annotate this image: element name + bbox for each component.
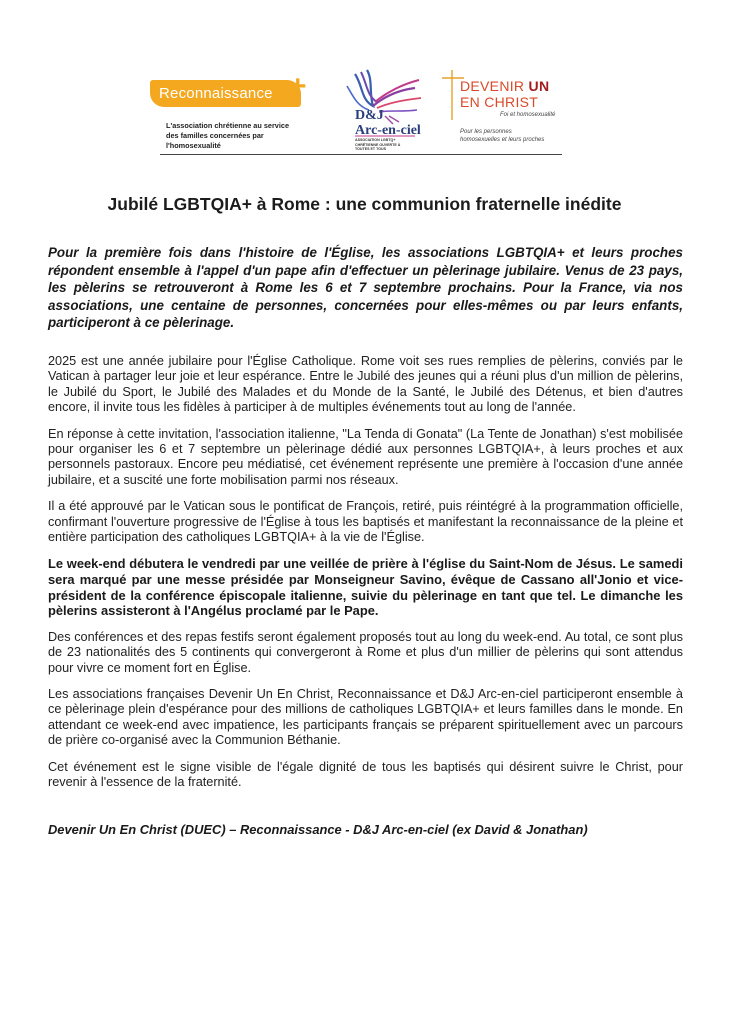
dj-logo-name [355,108,421,138]
paragraph-vatican-approval: Il a été approuvé par le Vatican sous le pontificat de François, retiré, puis réintégré à la programmation officielle, confirmant l'ouverture progressive de l'Église à tous les baptisés et manifestant la reconnaissance de la pleine et entière participation des catholiques LGBTQIA+ à la vie de l'Église. [48,499,683,545]
reconnaissance-logo [150,70,318,151]
dj-logo-subtitle: ASSOCIATION LGBTQ+ CHRÉTIENNE OUVERTE À TOUTES ET TOUS [355,138,401,151]
lead-paragraph: Pour la première fois dans l'histoire de l'Église, les associations LGBTQIA+ et leurs proches répondent ensemble à l'appel d'un pape afin d'effectuer un pèlerinage jubilaire. Venus de 23 pays, les pèlerins se retrouveront à Rome les 6 et 7 septembre prochains. Pour la France, via nos associations, une centaine de personnes, concernées pour elles-mêmes ou par leurs enfants, participeront à ce pèlerinage. [48,245,683,331]
logo-header [150,66,562,156]
dj-logo-name-line2: Arc-en-ciel [355,123,421,138]
reconnaissance-plus-icon: + [288,70,307,103]
reconnaissance-tagline-line1: L'association chrétienne au service [166,121,289,130]
duec-logo-title-line2: EN CHRIST [460,94,539,110]
reconnaissance-logo-badge [150,70,307,107]
devenir-un-en-christ-logo [440,70,562,154]
signature: Devenir Un En Christ (DUEC) – Reconnaissance - D&J Arc-en-ciel (ex David & Jonathan) [48,822,588,838]
document-title: Jubilé LGBTQIA+ à Rome : une communion fraternelle inédite [107,194,622,214]
dj-arc-en-ciel-logo [333,66,428,156]
document-body [48,244,683,837]
paragraph-weekend-program: Le week-end débutera le vendredi par une veillée de prière à l'église du Saint-Nom de Jésus. Le samedi sera marqué par une messe présidée par Monseigneur Savino, évêque de Cassano all'Jonio et vice-président de la conférence épiscopale italienne, suivie du pèlerinage en tant que tel. Le dimanche les pèlerins assisteront à l'Angélus proclamé par le Pape. [48,556,683,619]
paragraph-french-associations: Les associations françaises Devenir Un En Christ, Reconnaissance et D&J Arc-en-ciel participeront ensemble à ce pèlerinage plein d'espérance pour des millions de catholiques LGBTQIA+ et leurs familles dans le monde. En attendant ce week-end avec impatience, les participants français se préparent spirituellement avec un parcours de prière co-organisé avec la Communion Béthanie. [48,687,683,748]
duec-logo-subtitle: Foi et homosexualité [500,112,556,118]
paragraph-conclusion: Cet événement est le signe visible de l'égale dignité de tous les baptisés qui désirent suivre le Christ, pour revenir à l'essence de la fraternité. [48,759,683,790]
duec-logo-title [460,78,549,110]
duec-logo-title-un: UN [528,78,550,94]
reconnaissance-logo-name: Reconnaissance [159,85,273,102]
paragraph-conferences: Des conférences et des repas festifs seront également proposés tout au long du week-end. Au total, ce sont plus de 23 nationalités des 5 continents qui convergeront à Rome et plus d'un millier de pèlerins qui sont attendus pour vivre ce moment fort en Église. [48,629,683,675]
paragraph-jubilee-year: 2025 est une année jubilaire pour l'Église Catholique. Rome voit ses rues remplies de pèlerins, conviés par le Vatican à partager leur joie et leur espérance. Entre le Jubilé des jeunes qui a réuni plus d'un million de pèlerins, le Jubilé du Sport, le Jubilé des Malades et du Monde de la Santé, le Jubilé des Détenus, et bien d'autres encore, il invite tous les fidèles à participer à de multiples événements tout au long de l'année. [48,353,683,415]
dj-logo-name-line1: D&J [355,108,384,123]
reconnaissance-tagline [150,121,318,151]
duec-logo-title-devenir: DEVENIR [460,78,525,94]
duec-logo-tagline: Pour les personnes homosexuelles et leurs proches [460,129,545,143]
paragraph-invitation: En réponse à cette invitation, l'association italienne, "La Tenda di Gonata" (La Tente de Jonathan) s'est mobilisée pour organiser les 6 et 7 septembre un pèlerinage dédié aux personnes LGBTQIA+, à leurs proches et aux personnels pastoraux. Encore peu médiatisé, cet événement représente une première à l'occasion d'une année jubilaire, et a suscité une forte mobilisation parmi nos réseaux. [48,426,683,487]
reconnaissance-tagline-line2: des familles concernées par l'homosexualité [166,131,264,150]
logo-divider [160,154,562,155]
